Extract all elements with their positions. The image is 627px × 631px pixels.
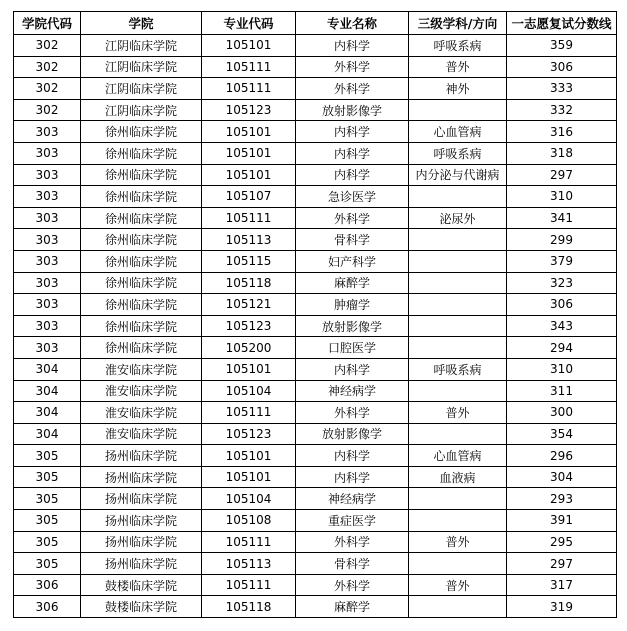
cell-major-name: 内科学 <box>296 164 409 186</box>
cell-score-line: 391 <box>507 510 617 532</box>
table-row <box>14 380 617 402</box>
cell-major-name: 急诊医学 <box>296 186 409 208</box>
cell-major-code: 105101 <box>202 358 296 380</box>
cell-college-code: 304 <box>14 423 81 445</box>
cell-score-line: 317 <box>507 574 617 596</box>
cell-subfield: 呼吸系病 <box>409 358 507 380</box>
cell-subfield <box>409 99 507 121</box>
cell-subfield <box>409 423 507 445</box>
cell-major-name: 放射影像学 <box>296 315 409 337</box>
cell-subfield: 心血管病 <box>409 445 507 467</box>
cell-major-code: 105113 <box>202 553 296 575</box>
cell-major-code: 105101 <box>202 121 296 143</box>
table-row <box>14 423 617 445</box>
cell-college: 徐州临床学院 <box>81 186 202 208</box>
cell-college-code: 305 <box>14 553 81 575</box>
cell-score-line: 300 <box>507 402 617 424</box>
cell-subfield <box>409 186 507 208</box>
cell-college: 徐州临床学院 <box>81 121 202 143</box>
cell-college: 徐州临床学院 <box>81 207 202 229</box>
table-row <box>14 337 617 359</box>
cell-major-name: 重症医学 <box>296 510 409 532</box>
table-body <box>14 35 617 618</box>
cell-college-code: 306 <box>14 574 81 596</box>
header-subfield: 三级学科/方向 <box>409 12 507 35</box>
cell-score-line: 343 <box>507 315 617 337</box>
cell-college-code: 303 <box>14 337 81 359</box>
cell-subfield: 神外 <box>409 78 507 100</box>
cell-score-line: 333 <box>507 78 617 100</box>
cell-major-code: 105101 <box>202 445 296 467</box>
cell-score-line: 293 <box>507 488 617 510</box>
cell-major-code: 105123 <box>202 99 296 121</box>
cell-major-name: 内科学 <box>296 445 409 467</box>
cell-subfield <box>409 250 507 272</box>
cell-subfield: 普外 <box>409 56 507 78</box>
cell-subfield: 内分泌与代谢病 <box>409 164 507 186</box>
cell-subfield: 普外 <box>409 402 507 424</box>
cell-major-code: 105101 <box>202 35 296 57</box>
cell-college-code: 303 <box>14 315 81 337</box>
cell-college-code: 305 <box>14 531 81 553</box>
cell-major-code: 105104 <box>202 488 296 510</box>
cell-college: 徐州临床学院 <box>81 272 202 294</box>
cell-subfield <box>409 380 507 402</box>
cell-college: 徐州临床学院 <box>81 142 202 164</box>
cell-score-line: 294 <box>507 337 617 359</box>
cell-college-code: 304 <box>14 402 81 424</box>
score-table <box>13 11 617 618</box>
cell-major-code: 105101 <box>202 142 296 164</box>
table-row <box>14 294 617 316</box>
cell-major-name: 麻醉学 <box>296 272 409 294</box>
header-score-line: 一志愿复试分数线 <box>507 12 617 35</box>
table-row <box>14 35 617 57</box>
cell-major-code: 105101 <box>202 164 296 186</box>
cell-college: 江阴临床学院 <box>81 35 202 57</box>
cell-major-name: 内科学 <box>296 466 409 488</box>
cell-college: 江阴临床学院 <box>81 99 202 121</box>
cell-major-name: 神经病学 <box>296 380 409 402</box>
cell-college-code: 303 <box>14 250 81 272</box>
header-major-code: 专业代码 <box>202 12 296 35</box>
header-college-code: 学院代码 <box>14 12 81 35</box>
cell-score-line: 296 <box>507 445 617 467</box>
cell-subfield <box>409 553 507 575</box>
cell-major-name: 外科学 <box>296 531 409 553</box>
cell-score-line: 297 <box>507 553 617 575</box>
cell-college-code: 305 <box>14 466 81 488</box>
cell-subfield <box>409 229 507 251</box>
table-header-row <box>14 12 617 35</box>
cell-college-code: 303 <box>14 229 81 251</box>
cell-subfield <box>409 272 507 294</box>
cell-major-name: 内科学 <box>296 358 409 380</box>
cell-score-line: 316 <box>507 121 617 143</box>
cell-college-code: 303 <box>14 164 81 186</box>
cell-major-name: 放射影像学 <box>296 99 409 121</box>
cell-college-code: 303 <box>14 142 81 164</box>
cell-major-name: 外科学 <box>296 78 409 100</box>
table-row <box>14 402 617 424</box>
table-row <box>14 531 617 553</box>
cell-major-code: 105111 <box>202 574 296 596</box>
table-row <box>14 78 617 100</box>
table-row <box>14 466 617 488</box>
cell-major-name: 外科学 <box>296 207 409 229</box>
cell-major-code: 105115 <box>202 250 296 272</box>
cell-college: 扬州临床学院 <box>81 510 202 532</box>
cell-college: 扬州临床学院 <box>81 553 202 575</box>
cell-score-line: 304 <box>507 466 617 488</box>
cell-college: 徐州临床学院 <box>81 337 202 359</box>
cell-college-code: 305 <box>14 445 81 467</box>
cell-subfield: 呼吸系病 <box>409 35 507 57</box>
cell-college: 徐州临床学院 <box>81 315 202 337</box>
cell-college: 淮安临床学院 <box>81 358 202 380</box>
cell-college: 徐州临床学院 <box>81 250 202 272</box>
cell-major-name: 内科学 <box>296 142 409 164</box>
table-row <box>14 488 617 510</box>
cell-major-code: 105111 <box>202 78 296 100</box>
cell-college-code: 302 <box>14 56 81 78</box>
cell-major-code: 105101 <box>202 466 296 488</box>
cell-major-code: 105113 <box>202 229 296 251</box>
table-row <box>14 142 617 164</box>
cell-score-line: 310 <box>507 358 617 380</box>
table-row <box>14 272 617 294</box>
table-row <box>14 186 617 208</box>
cell-score-line: 359 <box>507 35 617 57</box>
cell-major-code: 105111 <box>202 56 296 78</box>
cell-college-code: 303 <box>14 207 81 229</box>
cell-subfield <box>409 488 507 510</box>
cell-college: 淮安临床学院 <box>81 402 202 424</box>
cell-college-code: 304 <box>14 358 81 380</box>
cell-college-code: 303 <box>14 121 81 143</box>
table-row <box>14 207 617 229</box>
cell-major-name: 外科学 <box>296 402 409 424</box>
cell-subfield <box>409 294 507 316</box>
cell-major-name: 口腔医学 <box>296 337 409 359</box>
cell-major-code: 105123 <box>202 315 296 337</box>
table-row <box>14 510 617 532</box>
table-row <box>14 445 617 467</box>
cell-college-code: 304 <box>14 380 81 402</box>
cell-score-line: 311 <box>507 380 617 402</box>
cell-subfield <box>409 337 507 359</box>
cell-college-code: 303 <box>14 186 81 208</box>
table-row <box>14 315 617 337</box>
table-row <box>14 99 617 121</box>
header-major-name: 专业名称 <box>296 12 409 35</box>
cell-major-name: 骨科学 <box>296 229 409 251</box>
cell-college: 扬州临床学院 <box>81 445 202 467</box>
cell-major-name: 内科学 <box>296 121 409 143</box>
cell-major-name: 外科学 <box>296 56 409 78</box>
cell-major-name: 妇产科学 <box>296 250 409 272</box>
cell-college-code: 305 <box>14 510 81 532</box>
cell-score-line: 318 <box>507 142 617 164</box>
cell-college: 扬州临床学院 <box>81 488 202 510</box>
cell-score-line: 379 <box>507 250 617 272</box>
cell-subfield <box>409 510 507 532</box>
cell-subfield <box>409 315 507 337</box>
cell-score-line: 323 <box>507 272 617 294</box>
cell-major-code: 105200 <box>202 337 296 359</box>
cell-college: 徐州临床学院 <box>81 294 202 316</box>
cell-subfield: 普外 <box>409 574 507 596</box>
cell-college: 鼓楼临床学院 <box>81 574 202 596</box>
cell-score-line: 354 <box>507 423 617 445</box>
table-row <box>14 229 617 251</box>
table-row <box>14 553 617 575</box>
score-table-container <box>13 11 617 618</box>
cell-major-name: 麻醉学 <box>296 596 409 618</box>
cell-subfield: 泌尿外 <box>409 207 507 229</box>
cell-college: 江阴临床学院 <box>81 56 202 78</box>
cell-major-name: 放射影像学 <box>296 423 409 445</box>
cell-major-code: 105123 <box>202 423 296 445</box>
cell-score-line: 297 <box>507 164 617 186</box>
cell-college: 扬州临床学院 <box>81 466 202 488</box>
table-row <box>14 574 617 596</box>
cell-college-code: 306 <box>14 596 81 618</box>
cell-college: 淮安临床学院 <box>81 423 202 445</box>
table-row <box>14 56 617 78</box>
cell-college: 淮安临床学院 <box>81 380 202 402</box>
table-row <box>14 250 617 272</box>
cell-score-line: 310 <box>507 186 617 208</box>
cell-major-code: 105121 <box>202 294 296 316</box>
cell-major-code: 105111 <box>202 207 296 229</box>
cell-college-code: 302 <box>14 99 81 121</box>
cell-score-line: 332 <box>507 99 617 121</box>
cell-major-name: 肿瘤学 <box>296 294 409 316</box>
cell-score-line: 319 <box>507 596 617 618</box>
table-row <box>14 596 617 618</box>
cell-college-code: 303 <box>14 294 81 316</box>
table-row <box>14 121 617 143</box>
cell-major-code: 105111 <box>202 531 296 553</box>
cell-score-line: 299 <box>507 229 617 251</box>
cell-college: 江阴临床学院 <box>81 78 202 100</box>
cell-college-code: 305 <box>14 488 81 510</box>
cell-college: 徐州临床学院 <box>81 164 202 186</box>
table-row <box>14 164 617 186</box>
cell-college: 徐州临床学院 <box>81 229 202 251</box>
cell-college-code: 302 <box>14 35 81 57</box>
cell-major-name: 神经病学 <box>296 488 409 510</box>
cell-major-name: 内科学 <box>296 35 409 57</box>
cell-major-code: 105118 <box>202 596 296 618</box>
cell-major-code: 105108 <box>202 510 296 532</box>
cell-major-code: 105104 <box>202 380 296 402</box>
header-college: 学院 <box>81 12 202 35</box>
cell-score-line: 341 <box>507 207 617 229</box>
cell-major-name: 外科学 <box>296 574 409 596</box>
cell-subfield: 心血管病 <box>409 121 507 143</box>
cell-score-line: 306 <box>507 56 617 78</box>
cell-college-code: 303 <box>14 272 81 294</box>
cell-subfield: 呼吸系病 <box>409 142 507 164</box>
cell-college-code: 302 <box>14 78 81 100</box>
cell-score-line: 306 <box>507 294 617 316</box>
cell-college: 鼓楼临床学院 <box>81 596 202 618</box>
cell-major-name: 骨科学 <box>296 553 409 575</box>
cell-college: 扬州临床学院 <box>81 531 202 553</box>
cell-major-code: 105118 <box>202 272 296 294</box>
cell-subfield: 血液病 <box>409 466 507 488</box>
table-row <box>14 358 617 380</box>
cell-score-line: 295 <box>507 531 617 553</box>
cell-subfield: 普外 <box>409 531 507 553</box>
cell-major-code: 105111 <box>202 402 296 424</box>
cell-major-code: 105107 <box>202 186 296 208</box>
cell-subfield <box>409 596 507 618</box>
